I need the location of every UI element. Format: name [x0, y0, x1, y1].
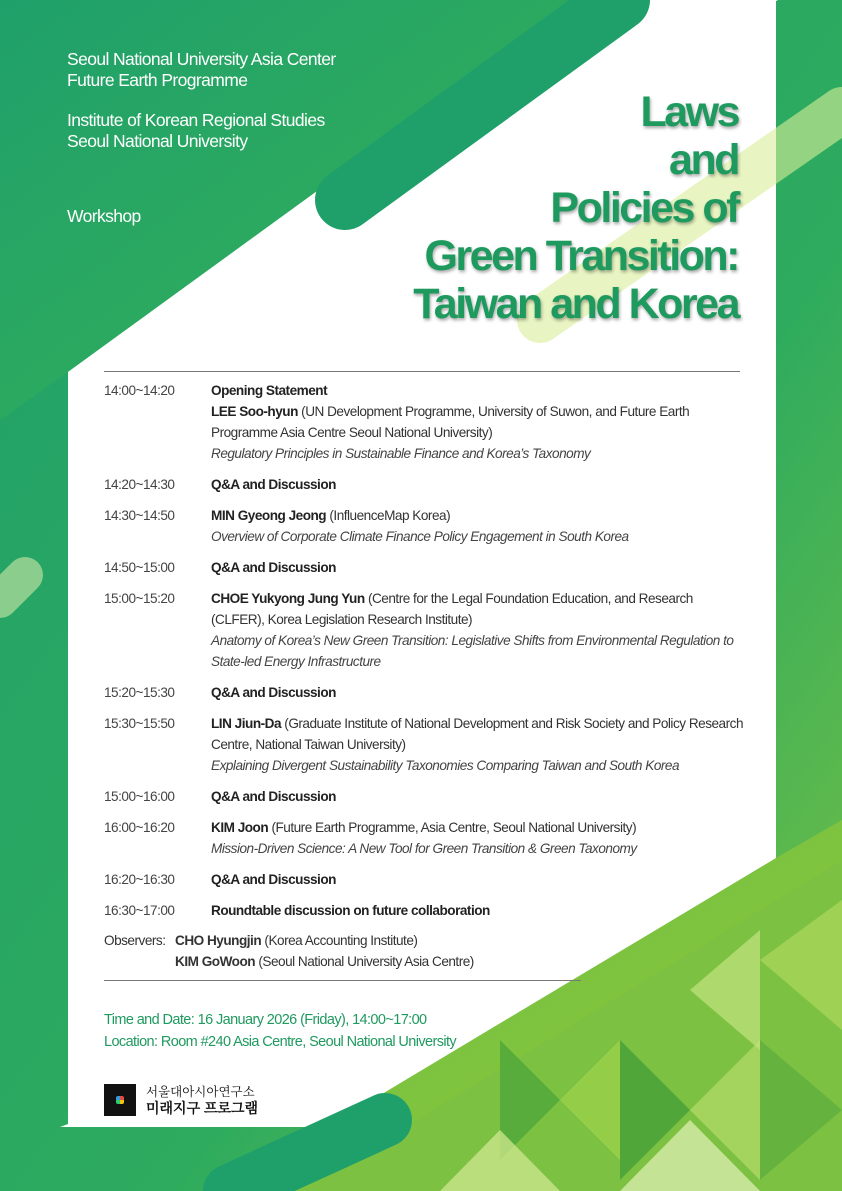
institute-logo: [104, 1084, 258, 1116]
speaker-name: CHOE Yukyong Jung Yun: [211, 591, 365, 606]
speaker-affiliation: (InfluenceMap Korea): [326, 508, 451, 523]
divider-bottom: [104, 980, 581, 981]
observers-label: Observers:: [104, 933, 166, 948]
program-schedule: [104, 380, 744, 972]
divider-top: [104, 371, 740, 372]
program-time: 16:30~17:00: [104, 903, 175, 918]
speaker-name: KIM Joon: [211, 820, 269, 835]
organizer-block-2: [67, 110, 325, 152]
program-time: 14:50~15:00: [104, 560, 175, 575]
program-desc: [211, 588, 744, 672]
program-desc: [211, 817, 744, 859]
program-title: Q&A and Discussion: [211, 560, 336, 575]
program-title: Q&A and Discussion: [211, 477, 336, 492]
speaker-affiliation: (UN Development Programme, University of Suwon, and Future Earth Programme Asia Centre Seoul National University): [211, 404, 690, 440]
observer-affiliation: (Korea Accounting Institute): [261, 933, 418, 948]
observers: [104, 930, 744, 972]
speaker-affiliation: (Future Earth Programme, Asia Centre, Seoul National University): [268, 820, 637, 835]
organizer-line-4: Seoul National University: [67, 131, 248, 151]
program-title: Q&A and Discussion: [211, 789, 336, 804]
logo-line-1: 서울대아시아연구소: [146, 1085, 255, 1099]
program-row: [104, 817, 744, 859]
program-row: [104, 869, 744, 890]
title-line: Laws: [640, 88, 738, 136]
program-time: 14:00~14:20: [104, 383, 175, 398]
title-line: Taiwan and Korea: [413, 280, 738, 328]
program-row: [104, 713, 744, 776]
talk-title: Regulatory Principles in Sustainable Finance and Korea’s Taxonomy: [211, 446, 591, 461]
program-row: [104, 588, 744, 672]
program-time: 14:20~14:30: [104, 477, 175, 492]
speaker-affiliation: (Graduate Institute of National Development and Risk Society and Policy Research Centre, National Taiwan University): [211, 716, 744, 752]
program-row: [104, 786, 744, 807]
organizer-line-3: Institute of Korean Regional Studies: [67, 110, 325, 130]
program-time: 14:30~14:50: [104, 508, 175, 523]
logo-line-2: 미래지구 프로그램: [146, 1100, 259, 1116]
observer-name: KIM GoWoon: [175, 954, 256, 969]
event-type: Workshop: [67, 206, 141, 226]
speaker-affiliation: (Centre for the Legal Foundation Education, and Research (CLFER), Korea Legislation Research Institute): [211, 591, 693, 627]
talk-title: Mission-Driven Science: A New Tool for Green Transition & Green Taxonomy: [211, 841, 637, 856]
program-time: 15:30~15:50: [104, 716, 175, 731]
program-row: [104, 682, 744, 703]
logo-mark-icon: [104, 1084, 136, 1116]
organizer-block-1: [67, 49, 336, 91]
program-row: [104, 557, 744, 578]
program-row: [104, 900, 744, 921]
program-desc: [211, 380, 744, 464]
observer-name: CHO Hyungjin: [175, 933, 262, 948]
title-line: Green Transition:: [424, 232, 738, 280]
program-time: 15:00~15:20: [104, 591, 175, 606]
speaker-name: LIN Jiun-Da: [211, 716, 282, 731]
talk-title: Anatomy of Korea’s New Green Transition: Legislative Shifts from Environmental Regulation to State-led Energy Infrastructure: [211, 633, 734, 669]
program-title: Opening Statement: [211, 383, 328, 398]
title-line: and: [669, 136, 738, 184]
time-and-date: Time and Date: 16 January 2026 (Friday), 14:00~17:00: [104, 1012, 427, 1028]
program-title: Roundtable discussion on future collaboration: [211, 903, 490, 918]
title-line: Policies of: [550, 184, 738, 232]
program-row: [104, 380, 744, 464]
program-time: 15:20~15:30: [104, 685, 175, 700]
event-details: [104, 1009, 456, 1053]
program-time: 15:00~16:00: [104, 789, 175, 804]
talk-title: Explaining Divergent Sustainability Taxonomies Comparing Taiwan and South Korea: [211, 758, 680, 773]
program-title: Q&A and Discussion: [211, 872, 336, 887]
program-time: 16:00~16:20: [104, 820, 175, 835]
observer-affiliation: (Seoul National University Asia Centre): [255, 954, 474, 969]
organizer-line-1: Seoul National University Asia Center: [67, 49, 336, 69]
talk-title: Overview of Corporate Climate Finance Policy Engagement in South Korea: [211, 529, 629, 544]
program-row: [104, 505, 744, 547]
speaker-name: MIN Gyeong Jeong: [211, 508, 327, 523]
poster-title: [413, 88, 738, 328]
speaker-name: LEE Soo-hyun: [211, 404, 298, 419]
program-desc: [211, 505, 744, 547]
program-title: Q&A and Discussion: [211, 685, 336, 700]
program-time: 16:20~16:30: [104, 872, 175, 887]
program-desc: [211, 713, 744, 776]
organizer-line-2: Future Earth Programme: [67, 70, 248, 90]
location: Location: Room #240 Asia Centre, Seoul National University: [104, 1034, 457, 1050]
program-row: [104, 474, 744, 495]
